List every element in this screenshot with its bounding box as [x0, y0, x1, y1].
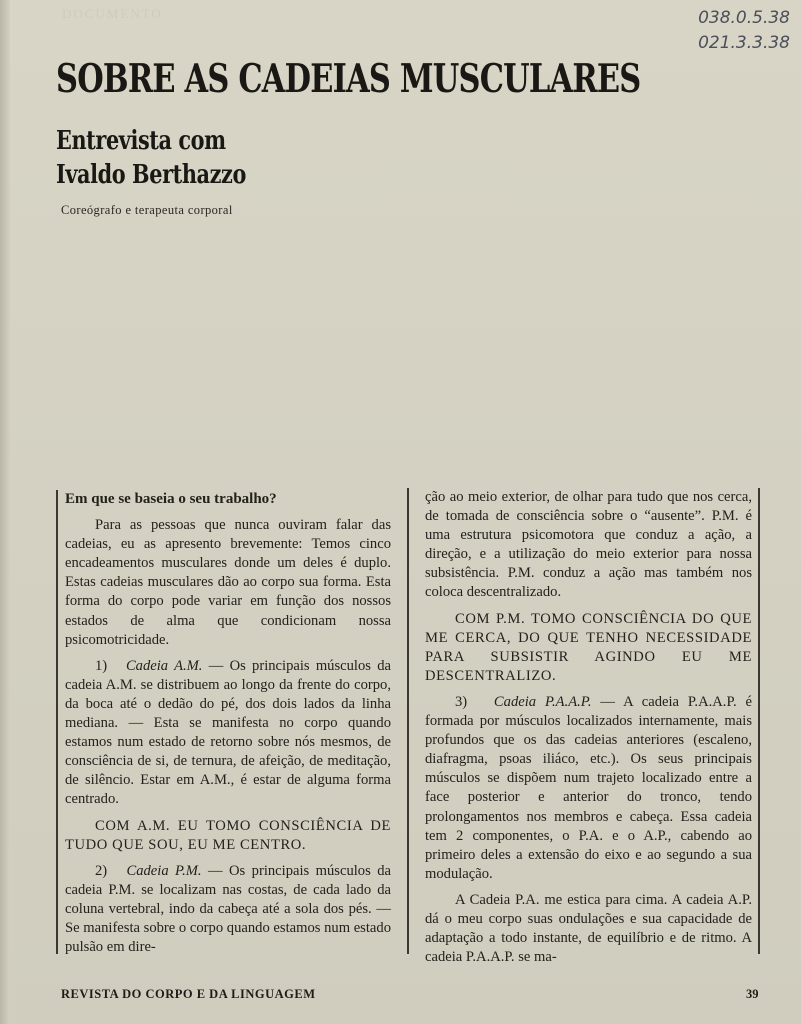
paragraph-item-3	[425, 693, 752, 884]
handwritten-number: 021.3.3.38	[698, 33, 790, 53]
item-number: 1)	[95, 657, 108, 674]
right-text-column	[425, 488, 752, 974]
interview-question: Em que se baseia o seu trabalho?	[65, 491, 277, 507]
item-number: 2)	[95, 862, 108, 879]
article-title: SOBRE AS CADEIAS MUSCULARES	[56, 56, 641, 102]
paragraph-item-1	[65, 657, 391, 810]
middle-column-rule	[407, 488, 409, 954]
subtitle-line: Entrevista com	[56, 126, 226, 156]
paragraph: A Cadeia P.A. me estica para cima. A cadeia A.P. dá o meu corpo suas ondulações e sua capacidade de adaptação a todo instante, de equilíbrio e de ritmo. A cadeia P.A.A.P. se ma-	[425, 891, 752, 966]
item-name: Cadeia P.M.	[126, 862, 202, 879]
journal-name: REVISTA DO CORPO E DA LINGUAGEM	[61, 987, 316, 1001]
item-text: — Os principais músculos da cadeia A.M. se distribuem ao longo da frente do corpo, da boca até o dedão do pé, dos dois lados da linha mediana. — Esta se manifesta no corpo quando estamos num estado de retorno sobre nós mesmos, de consciência de si, de ternura, de afeição, de meditação, de silêncio. Estar em A.M., é estar de alguma forma centrado.	[65, 657, 391, 808]
handwritten-catalog-numbers	[668, 6, 790, 56]
left-column-rule	[56, 490, 58, 954]
binding-edge	[0, 0, 10, 1024]
paragraph-continued: ção ao meio exterior, de olhar para tudo que nos cerca, de tomada de consciência sobre o “ausente”. P.M. é uma estrutura psicomotora que conduz a ação, a direção, e a utilização do meio exterior para nossa subsistência. P.M. conduz a ação mas também nos coloca descentralizado.	[425, 489, 752, 601]
handwritten-number: 038.0.5.38	[698, 8, 790, 28]
item-number: 3)	[455, 693, 468, 710]
emphasis-paragraph: COM P.M. TOMO CONSCIÊNCIA DO QUE ME CERCA, DO QUE TENHO NECESSIDADE PARA SUBSISTIR AGINDO EU ME DESCENTRALIZO.	[425, 610, 752, 684]
paragraph-item-2	[65, 862, 391, 957]
item-text: — A cadeia P.A.A.P. é formada por músculos localizados internamente, mais profundos que os das cadeias anteriores (escaleno, diafragma, psoas iliáco, etc.). Os seus principais músculos se dispõem num trajeto localizado entre a face posterior e anterior do tronco, tendo prolongamentos nos membros e cabeça. Essa cadeia tem 2 componentes, o P.A. e o A.P., cabendo ao primeiro deles a extensão do eixo e ao segundo a sua modulação.	[425, 693, 752, 882]
interviewee-role: Coreógrafo e terapeuta corporal	[61, 203, 233, 217]
item-name: Cadeia A.M.	[125, 657, 203, 674]
article-subtitle	[56, 124, 246, 192]
right-column-rule	[758, 488, 760, 954]
faded-stamp: DOCUMENTO	[62, 6, 163, 21]
interviewee-name: Ivaldo Berthazzo	[56, 160, 246, 190]
page-number: 39	[746, 987, 759, 1001]
item-name: Cadeia P.A.A.P.	[493, 693, 592, 710]
emphasis-paragraph: COM A.M. EU TOMO CONSCIÊNCIA DE TUDO QUE SOU, EU ME CENTRO.	[65, 817, 391, 853]
paragraph: Para as pessoas que nunca ouviram falar das cadeias, eu as apresento brevemente: Temos cinco encadeamentos musculares donde um deles é duplo. Estas cadeias musculares dão ao corpo sua forma. Esta forma do corpo pode variar em função dos nossos estados de alma que condicionam nossa psicomotricidade.	[65, 517, 391, 648]
item-text: — Os principais músculos da cadeia P.M. se localizam nas costas, de cada lado da coluna vertebral, indo da cabeça até a sola dos pés. — Se manifesta sobre o corpo quando estamos num estado pulsão em dire-	[65, 862, 391, 956]
left-text-column	[65, 490, 391, 964]
